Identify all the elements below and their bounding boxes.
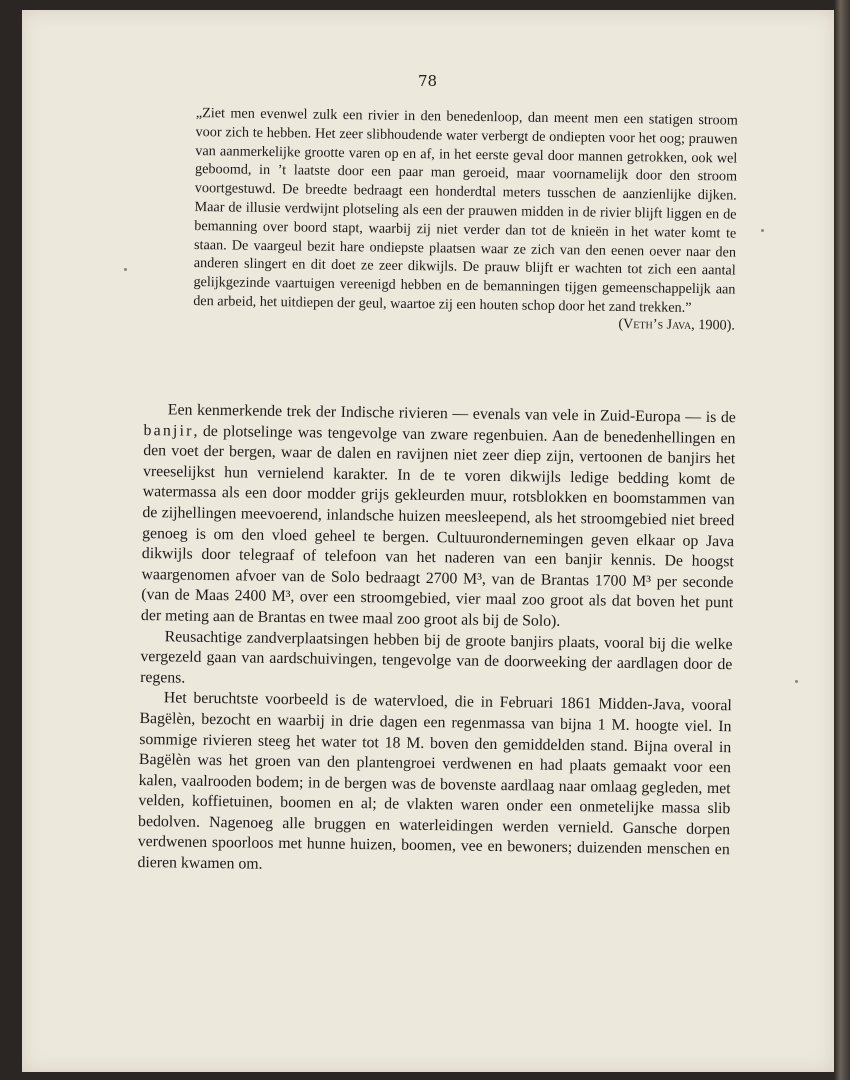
- paragraph-sand: Reusachtige zandverplaatsingen hebben bij de groote banjirs plaats, vooral bij die welke vergezeld gaan van aardschuivingen, tengevolge van de doorweeking der aardlagen door de regens.: [140, 627, 733, 687]
- paragraph-banjir-end: , de plotselinge was tengevolge van zware regenbuien. Aan de benedenhellingen en den voet der bergen, waar de dalen en ravijnen niet zeer diep zijn, vertoonen de banjirs het vreeselijkst hun vernielend karakter. In de te voren dikwijls ledige bedding komt de watermassa als een door modder grijs gekleurden muur, rotsblokken en boomstammen van de zijhellingen meevoerend, inlandsche huizen meesleepend, als het stroomgebied niet breed genoeg is om den vloed geheel te bergen. Cultuurondernemingen geven elkaar op Java dikwijls door telegraaf of telefoon van het naderen van een banjir kennis. De hoogst waargenomen afvoer van de Solo bedraagt 2700 M³, van de Brantas 1700 M³ per seconde (van de Maas 2400 M³, over een stroomgebied, vier maal zoo groot als dat boven het punt der meting aan de Brantas en twee maal zoo groot als bij de Solo).: [140, 422, 736, 630]
- term-banjir: banjir: [143, 421, 194, 440]
- paper-speck: [761, 229, 764, 232]
- paragraph-banjir: [141, 400, 736, 635]
- page-gutter: [834, 0, 850, 1080]
- page-number: 78: [418, 72, 438, 90]
- paragraph-flood-1861: Het beruchtste voorbeeld is de watervloed, die in Februari 1861 Midden-Java, vooral Bagëlèn, bezocht en waarbij in drie dagen een regenmassa van bijna 1 M. hoogte viel. In sommige rivieren steeg het water tot 18 M. boven den gemiddelden stand. Bijna overal in Bagëlèn was het groen van den plantengroei verdwenen en had plaats gemaakt voor een kalen, vaalrooden bodem; in de bergen was de bovenste aardlaag naar omlaag gegleden, met velden, koffietuinen, boomen en al; de vlakten waren onder een onmetelijke massa slib bedolven. Nagenoeg alle bruggen en waterleidingen werden vernield. Gansche dorpen verdwenen spoorloos met hunne huizen, boomen, vee en bewoners; duizenden menschen en dieren kwamen om.: [137, 689, 732, 873]
- quotation-text: „Ziet men evenwel zulk een rivier in den benedenloop, dan meent men een statigen stroom voor zich te hebben. Het zeer slibhoudende water verbergt de ondiepten voor het oog; prauwen van aanmerkelijke grootte varen op en af, in het eerste geval door mannen getrokken, ook wel geboomd, in ’t laatste door een paar man geroeid, maar voornamelijk door den stroom voortgestuwd. De breedte bedraagt een honderdtal meters tusschen de aanzienlijke dijken. Maar de illusie verdwijnt plotseling als een der prauwen midden in de rivier blijft liggen en de bemanning over boord stapt, waarbij zij niet verder dan tot de knieën in het water komt te staan. De vaargeul bezit hare ondiepste plaatsen waar ze zich van den eenen oever naar den anderen slingert en dit doet ze zeer dikwijls. De prauw blijft er wachten tot zich een aantal gelijkgezinde vaartuigen vereenigd hebben en de bemanningen tijgen gemeenschappelijk aan den arbeid, het uitdiepen der geul, waartoe zij een houten schop door het zand trekken.”: [193, 104, 738, 316]
- quotation-source: (Veth’s Java, 1900).: [618, 315, 736, 334]
- quotation-block: [193, 104, 738, 335]
- paper-speck: [124, 268, 127, 271]
- paper-speck: [795, 680, 798, 683]
- body-text: [137, 400, 736, 882]
- paragraph-banjir-start: Een kenmerkende trek der Indische rivieren — evenals van vele in Zuid-Europa — is de: [167, 401, 736, 427]
